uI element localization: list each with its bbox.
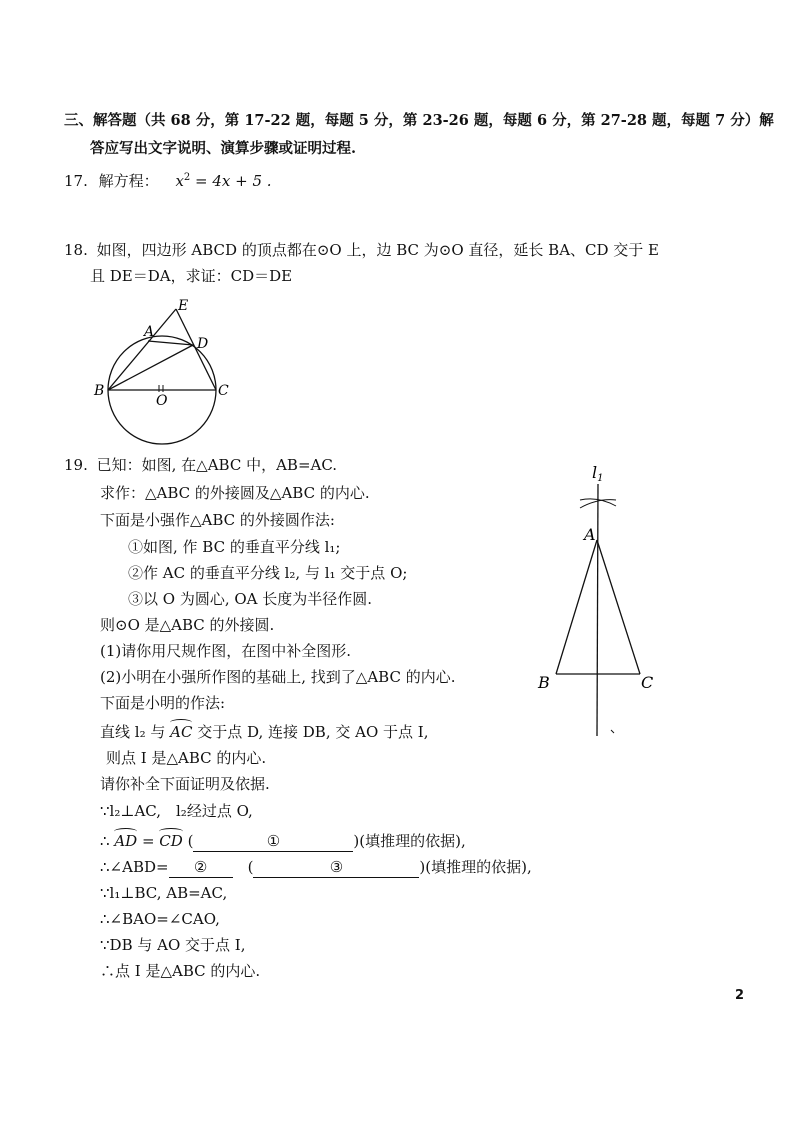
q17-text: 解方程： <box>98 172 159 190</box>
q18-label-C: C <box>218 383 229 399</box>
q19-proof3-post: )(填推理的依据), <box>419 858 532 876</box>
q19-proof6: ∵DB 与 AO 交于点 I, <box>100 936 246 954</box>
q19-proof2-post: )(填推理的依据), <box>353 832 466 850</box>
q19-proof7: ∴点 I 是△ABC 的内心. <box>100 962 261 980</box>
q18-label-O: O <box>156 393 168 409</box>
q19-label-l1-main: l <box>592 463 598 482</box>
q19-proof2-eq: = <box>137 832 160 850</box>
q19-line4: 则⊙O 是△ABC 的外接圆. <box>100 616 275 634</box>
page-number: 2 <box>734 988 744 1003</box>
q19-proof1: ∵l₂⊥AC, l₂经过点 O, <box>100 802 253 820</box>
q17-number: 17. <box>64 172 88 190</box>
q19-label-l1 <box>592 463 604 484</box>
q19-proof5: ∴∠BAO=∠CAO, <box>100 910 220 928</box>
q19-line3: 下面是小强作△ABC 的外接圆作法: <box>100 511 335 529</box>
q17-eq-rhs: = 4x + 5 . <box>190 172 272 190</box>
q19-label-C: C <box>641 673 654 692</box>
section-heading-line1: 三、解答题（共 68 分，第 17-22 题，每题 5 分，第 23-26 题，每题 6 分，第 27-28 题，每题 7 分）解 <box>64 112 774 129</box>
q18-number: 18. <box>64 241 88 259</box>
q17-eq-lhs: x <box>175 172 184 190</box>
q19-arc-AD: AD <box>114 832 138 850</box>
q19-step1: ①如图, 作 BC 的垂直平分线 l₁; <box>128 538 341 556</box>
q19-part2: (2)小明在小强所作图的基础上, 找到了△ABC 的内心. <box>100 668 456 686</box>
q19-line5: 下面是小明的作法: <box>100 694 226 712</box>
q19-arc-CD: CD <box>159 832 183 850</box>
q19-line6-a: 直线 l₂ 与 <box>100 723 171 741</box>
q19-label-B: B <box>538 673 550 692</box>
q19-line6-b: 交于点 D, 连接 DB, 交 AO 于点 I, <box>192 723 429 741</box>
q18-label-E: E <box>178 298 189 314</box>
q19-step2: ②作 AC 的垂直平分线 l₂, 与 l₁ 交于点 O; <box>128 564 408 582</box>
q19-side-AB <box>556 540 597 674</box>
q19-proof2-pre: ∴ <box>100 832 115 850</box>
answer-blank-3[interactable]: ③ <box>253 857 419 878</box>
q19-arc-AC: AC <box>170 723 193 741</box>
q19-label-A: A <box>584 525 596 544</box>
q19-part1: (1)请你用尺规作图，在图中补全图形. <box>100 642 352 660</box>
q19-line8: 请你补全下面证明及依据. <box>100 775 270 793</box>
q19-line2: 求作：△ABC 的外接圆及△ABC 的内心. <box>100 484 370 502</box>
q18-text1: 如图，四边形 ABCD 的顶点都在⊙O 上，边 BC 为⊙O 直径，延长 BA、CD 交于 E <box>96 241 660 259</box>
q19-line7: 则点 I 是△ABC 的内心. <box>106 749 267 767</box>
q19-proof3-pre: ∴∠ABD= <box>100 858 169 876</box>
q19-text1: 已知：如图, 在△ABC 中，AB=AC. <box>96 456 338 474</box>
answer-blank-1[interactable]: ① <box>193 831 353 852</box>
q17-eq-exp: 2 <box>183 172 191 183</box>
section-heading-line2: 答应写出文字说明、演算步骤或证明过程. <box>90 140 357 157</box>
q19-number: 19. <box>64 456 88 474</box>
q18-label-A: A <box>144 324 155 340</box>
q19-side-AC <box>597 540 640 674</box>
q18-label-B: B <box>94 383 105 399</box>
q18-label-D: D <box>197 336 209 352</box>
q18-line2: 且 DE＝DA，求证：CD＝DE <box>90 267 293 285</box>
q19-label-l1-sub: 1 <box>597 473 604 484</box>
q19-mark <box>611 730 614 733</box>
q19-proof4: ∵l₁⊥BC, AB=AC, <box>100 884 228 902</box>
answer-blank-2[interactable]: ② <box>169 857 233 878</box>
q19-perp-bisector-l1 <box>597 484 598 736</box>
q19-step3: ③以 O 为圆心, OA 长度为半径作圆. <box>128 590 373 608</box>
q19-proof3-open: ( <box>232 858 254 876</box>
q19-proof2-open: ( <box>182 832 194 850</box>
